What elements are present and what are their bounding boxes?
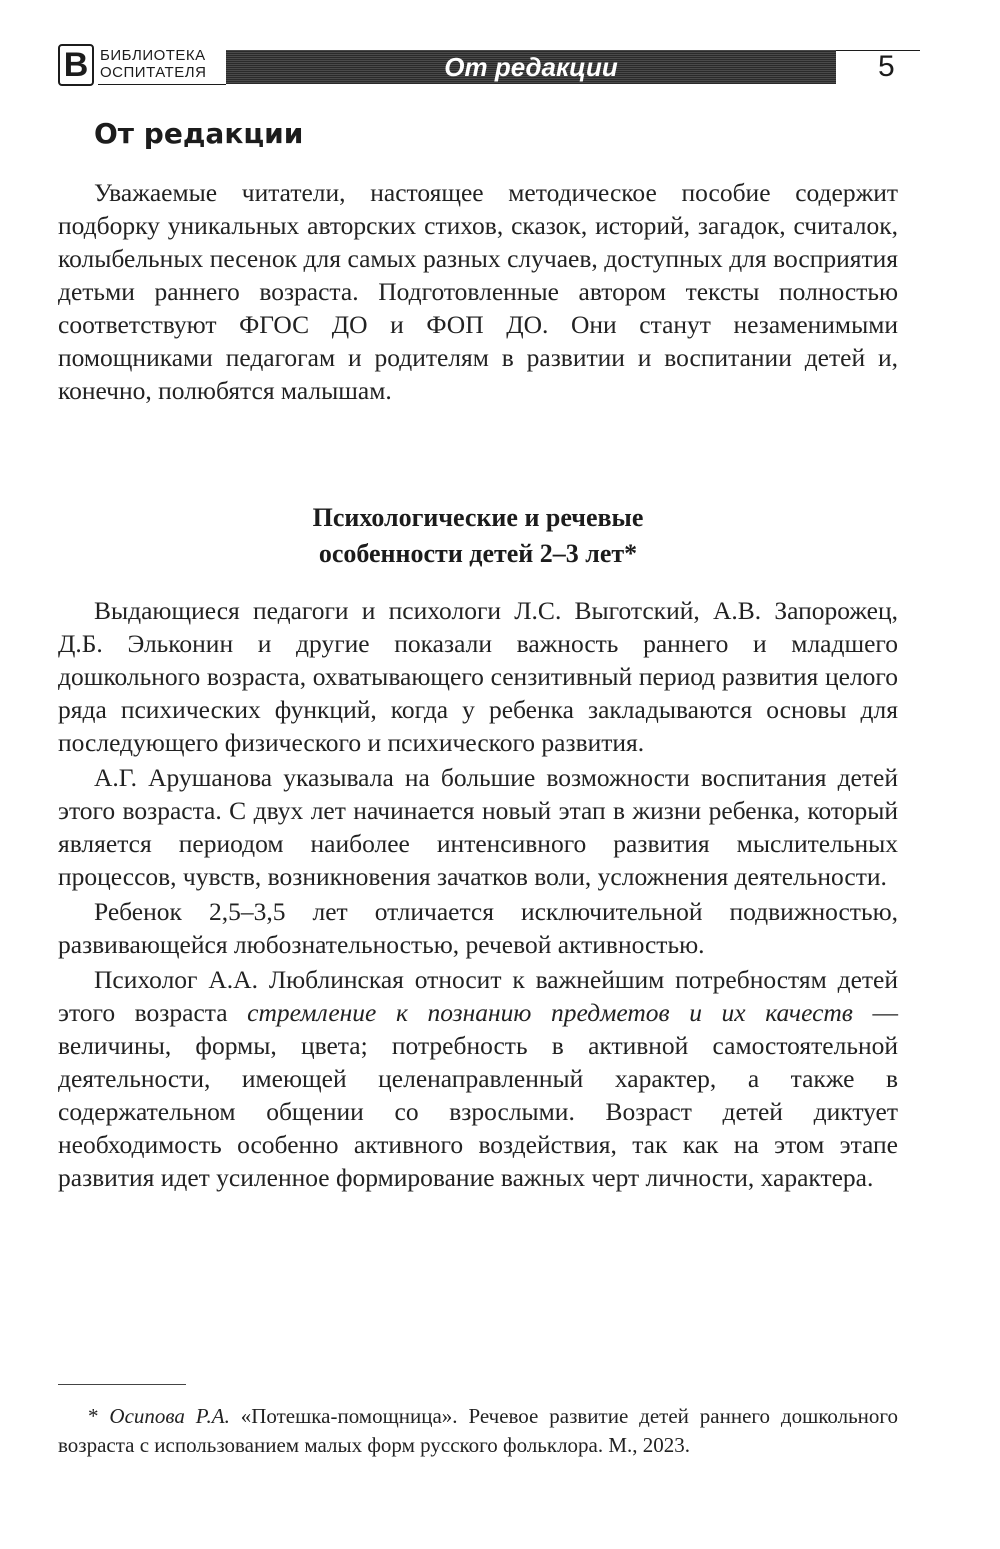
paragraph-4: [58, 963, 898, 1194]
editorial-text-block: [58, 176, 898, 407]
section-heading-line2: особенности детей 2–3 лет*: [318, 539, 638, 568]
footnote: [58, 1402, 898, 1460]
editorial-paragraph: Уважаемые читатели, настоящее методическое пособие содержит подборку уникальных авторских стихов, сказок, историй, загадок, считалок, колыбельных песенок для самых разных случаев, доступных для восприятия детьми раннего возраста. Подготовленные автором тексты полностью соответствуют ФГОС ДО и ФОП ДО. Они станут незаменимыми помощниками педагогам и родителям в развитии и воспитании детей и, конечно, полюбятся малышам.: [58, 178, 898, 405]
page-number: 5: [878, 50, 895, 83]
paragraph-4-end: — величины, формы, цвета; потребность в активной самостоятельной деятельности, имеющей целенаправленный характер, а также в содержательном общении со взрослыми. Возраст детей диктует необходимость особенно активного воздействия, так как на этом этапе развития идет усиленное формирование важных черт личности, характера.: [58, 998, 898, 1192]
footnote-text: «Потешка-помощница». Речевое развитие детей раннего дошкольного возраста с использованием малых форм русского фольклора. М., 2023.: [58, 1404, 899, 1457]
series-logo-line2: ОСПИТАТЕЛЯ: [100, 64, 207, 81]
section-body: [58, 594, 898, 1196]
editorial-heading: От редакции: [94, 117, 304, 150]
series-logo-letter: В: [58, 44, 94, 86]
footnote-mark: *: [88, 1404, 99, 1428]
footnote-author: Осипова Р.А.: [109, 1404, 230, 1428]
paragraph-3: Ребенок 2,5–3,5 лет отличается исключительной подвижностью, развивающейся любознательностью, речевой активностью.: [58, 897, 898, 959]
paragraph-4-start: Психолог А.А. Люблинская относит к важнейшим потребностям детей этого возраста: [58, 965, 898, 1027]
paragraph-4-italic: стремление к познанию предметов и их качеств: [247, 998, 853, 1027]
footnote-rule: [58, 1384, 186, 1385]
section-title-bar: [226, 50, 836, 84]
series-logo-line1: БИБЛИОТЕКА: [100, 47, 206, 64]
section-heading: [58, 500, 898, 572]
logo-underline: [98, 84, 226, 85]
series-logo-text: [100, 47, 206, 81]
paragraph-2: А.Г. Арушанова указывала на большие возможности воспитания детей этого возраста. С двух лет начинается новый этап в жизни ребенка, который является периодом наиболее интенсивного развития мыслительных процессов, чувств, возникновения зачатков воли, усложнения деятельности.: [58, 763, 898, 891]
running-header: [58, 44, 940, 90]
running-section-title: От редакции: [444, 52, 618, 82]
section-heading-line1: Психологические и речевые: [312, 503, 644, 532]
paragraph-1: Выдающиеся педагоги и психологи Л.С. Выготский, А.В. Запорожец, Д.Б. Эльконин и другие показали важность раннего и младшего дошкольного возраста, охватывающего сензитивный период развития целого ряда психических функций, когда у ребенка закладываются основы для последующего физического и психического развития.: [58, 596, 898, 757]
